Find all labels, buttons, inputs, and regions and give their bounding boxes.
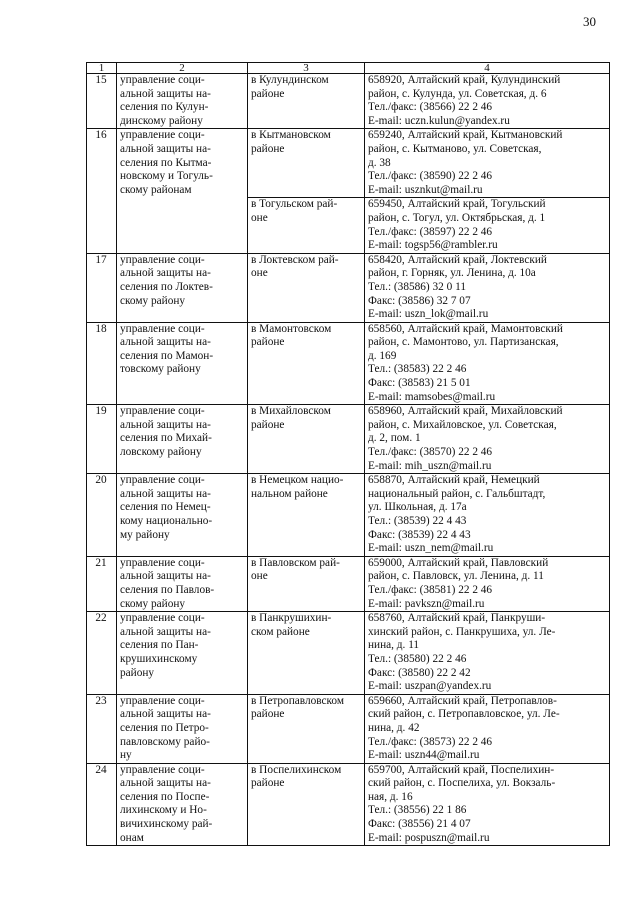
district-name: [248, 694, 365, 763]
contact-info-line: 659450, Алтайский край, Тогульский: [368, 198, 546, 211]
contact-info-line: E-mail: uszn44@mail.ru: [368, 749, 480, 762]
contact-info-line: Тел.: (38586) 32 0 11: [368, 280, 466, 293]
district-name: [248, 474, 365, 557]
contact-info: [365, 763, 610, 846]
organization-name-line: ловскому району: [120, 446, 202, 459]
organization-name: [117, 322, 248, 405]
contact-info-line: д. 2, пом. 1: [368, 432, 421, 445]
district-name-line: ском районе: [251, 625, 310, 638]
contact-info: [365, 198, 610, 253]
contact-info-line: район, с. Кулунда, ул. Советская, д. 6: [368, 87, 547, 100]
table-row: [87, 612, 610, 695]
contact-info-line: нина, д. 42: [368, 721, 420, 734]
organization-name: [117, 129, 248, 253]
district-name-line: в Немецком нацио-: [251, 474, 344, 487]
row-number: 23: [87, 694, 117, 763]
district-name-line: оне: [251, 211, 268, 224]
contact-info-line: Тел./факс: (38566) 22 2 46: [368, 101, 493, 114]
contact-info-line: E-mail: pavkszn@mail.ru: [368, 597, 485, 610]
organization-name-line: альной защиты на-: [120, 267, 211, 280]
contact-info-line: район, с. Кытманово, ул. Советская,: [368, 142, 542, 155]
contact-info-line: E-mail: togsp56@rambler.ru: [368, 239, 498, 252]
contact-info-line: район, с. Мамонтово, ул. Партизанская,: [368, 336, 559, 349]
contact-info-line: Тел.: (38539) 22 4 43: [368, 515, 467, 527]
row-number: 20: [87, 474, 117, 557]
organization-name-line: му району: [120, 528, 170, 541]
table-row: [87, 474, 610, 557]
row-number: 18: [87, 322, 117, 405]
contact-info-line: 659660, Алтайский край, Петропавлов-: [368, 694, 557, 707]
contact-info: [365, 405, 610, 474]
organization-name-line: скому району: [120, 597, 186, 610]
contact-info-line: E-mail: uszn_nem@mail.ru: [368, 542, 494, 555]
row-number: 24: [87, 763, 117, 846]
contact-info-line: ная, д. 16: [368, 790, 413, 803]
organization-name-line: лихинскому и Но-: [120, 804, 207, 817]
table-row: [87, 74, 610, 129]
header-row: [87, 63, 610, 74]
contact-info-line: нина, д. 11: [368, 639, 420, 652]
contact-info-line: ский район, с. Поспелиха, ул. Вокзаль-: [368, 777, 556, 790]
district-name-line: в Мамонтовском: [251, 322, 332, 335]
contact-info-line: Факс: (38586) 32 7 07: [368, 294, 471, 307]
contact-info: [365, 322, 610, 405]
organization-name: [117, 763, 248, 846]
district-name-line: оне: [251, 267, 268, 280]
organization-name-line: динскому району: [120, 114, 203, 127]
header-col-3: 3: [248, 63, 365, 74]
organization-name-line: кому национально-: [120, 515, 213, 527]
contact-info-line: 659240, Алтайский край, Кытмановский: [368, 129, 563, 142]
table-row: [87, 253, 610, 322]
district-name-line: в Кытмановском: [251, 129, 331, 142]
district-name-line: районе: [251, 708, 285, 721]
contact-info-line: Факс: (38580) 22 2 42: [368, 666, 471, 679]
organization-name-line: управление соци-: [120, 253, 205, 266]
organization-name-line: селения по Павлов-: [120, 583, 215, 596]
district-name-line: в Панкрушихин-: [251, 612, 332, 625]
page-number: 30: [583, 14, 596, 29]
row-number: 21: [87, 556, 117, 611]
table-row: [87, 763, 610, 846]
contact-info-line: ский район, с. Петропавловское, ул. Ле-: [368, 708, 560, 721]
contact-info-line: район, с. Павловск, ул. Ленина, д. 11: [368, 570, 544, 583]
organization-name-line: управление соци-: [120, 322, 205, 335]
district-name: [248, 74, 365, 129]
contact-info-line: Тел.: (38580) 22 2 46: [368, 652, 467, 665]
row-number: 19: [87, 405, 117, 474]
contact-info-line: Тел.: (38556) 22 1 86: [368, 804, 467, 817]
organization-name-line: павловскому райо-: [120, 735, 210, 748]
organization-name-line: району: [120, 666, 155, 679]
district-name-line: районе: [251, 777, 285, 790]
organization-name-line: управление соци-: [120, 694, 205, 707]
contact-info-line: Факс: (38556) 21 4 07: [368, 818, 471, 831]
organization-name: [117, 612, 248, 695]
organization-name-line: альной защиты на-: [120, 570, 211, 583]
header-col-2: 2: [117, 63, 248, 74]
organization-name-line: селения по Михай-: [120, 432, 212, 445]
organization-name-line: ну: [120, 749, 132, 762]
organization-name-line: альной защиты на-: [120, 87, 211, 100]
district-name: [248, 322, 365, 405]
district-name-line: в Михайловском: [251, 405, 331, 418]
organization-name: [117, 556, 248, 611]
organization-name-line: управление соци-: [120, 556, 205, 569]
offices-table: [86, 62, 610, 846]
organization-name-line: управление соци-: [120, 74, 205, 86]
contact-info: [365, 694, 610, 763]
district-name-line: районе: [251, 87, 285, 100]
district-name: [248, 405, 365, 474]
organization-name-line: управление соци-: [120, 129, 205, 142]
organization-name-line: альной защиты на-: [120, 142, 211, 155]
contact-info-line: район, г. Горняк, ул. Ленина, д. 10а: [368, 267, 536, 280]
contact-info-line: Тел.: (38583) 22 2 46: [368, 363, 467, 376]
contact-info-line: E-mail: usznkut@mail.ru: [368, 183, 483, 196]
contact-info-line: ул. Школьная, д. 17а: [368, 501, 467, 514]
row-number: 16: [87, 129, 117, 253]
contact-info-line: 658420, Алтайский край, Локтевский: [368, 253, 547, 266]
organization-name-line: селения по Кулун-: [120, 101, 209, 114]
contact-info-line: 658870, Алтайский край, Немецкий: [368, 474, 540, 487]
organization-name: [117, 405, 248, 474]
contact-info-line: E-mail: uszpan@yandex.ru: [368, 680, 492, 693]
organization-name-line: онам: [120, 831, 144, 844]
organization-name-line: альной защиты на-: [120, 418, 211, 431]
organization-name-line: альной защиты на-: [120, 336, 211, 349]
district-name-line: в Поспелихинском: [251, 763, 342, 776]
contact-info-line: Факс: (38583) 21 5 01: [368, 377, 471, 390]
contact-info-line: 659700, Алтайский край, Поспелихин-: [368, 763, 555, 776]
contact-info: [365, 556, 610, 611]
organization-name-line: селения по Петро-: [120, 721, 209, 734]
organization-name-line: скому районам: [120, 183, 192, 196]
contact-info-line: Тел./факс: (38573) 22 2 46: [368, 735, 493, 748]
organization-name-line: альной защиты на-: [120, 625, 211, 638]
table-row: [87, 556, 610, 611]
table-row: [87, 322, 610, 405]
contact-info: [365, 612, 610, 695]
contact-info-line: Тел./факс: (38590) 22 2 46: [368, 170, 493, 183]
row-number: 17: [87, 253, 117, 322]
contact-info-line: д. 38: [368, 156, 391, 169]
contact-info-line: 658560, Алтайский край, Мамонтовский: [368, 322, 563, 335]
district-name-line: районе: [251, 418, 285, 431]
contact-info-line: национальный район, с. Гальбштадт,: [368, 487, 546, 500]
organization-name-line: альной защиты на-: [120, 777, 211, 790]
contact-info-line: E-mail: mih_uszn@mail.ru: [368, 459, 492, 472]
contact-info-line: 658760, Алтайский край, Панкруши-: [368, 612, 546, 625]
organization-name-line: крушихинскому: [120, 652, 198, 665]
organization-name-line: селения по Пан-: [120, 639, 199, 652]
district-name: [248, 129, 365, 198]
organization-name-line: селения по Немец-: [120, 501, 211, 514]
row-number: 22: [87, 612, 117, 695]
district-name-line: в Павловском рай-: [251, 556, 340, 569]
contact-info: [365, 129, 610, 198]
district-name-line: в Тогульском рай-: [251, 198, 338, 211]
contact-info-line: 659000, Алтайский край, Павловский: [368, 556, 549, 569]
district-name: [248, 253, 365, 322]
organization-name-line: управление соци-: [120, 474, 205, 487]
contact-info-line: E-mail: mamsobes@mail.ru: [368, 390, 496, 403]
organization-name: [117, 474, 248, 557]
district-name-line: нальном районе: [251, 487, 328, 500]
header-col-1: 1: [87, 63, 117, 74]
district-name: [248, 612, 365, 695]
contact-info-line: Факс: (38539) 22 4 43: [368, 528, 471, 541]
contact-info-line: район, с. Тогул, ул. Октябрьская, д. 1: [368, 211, 546, 224]
contact-info-line: д. 169: [368, 349, 397, 362]
district-name: [248, 763, 365, 846]
contact-info: [365, 474, 610, 557]
organization-name-line: селения по Поспе-: [120, 790, 210, 803]
contact-info-line: хинский район, с. Панкрушиха, ул. Ле-: [368, 625, 556, 638]
organization-name-line: новскому и Тогуль-: [120, 170, 213, 183]
organization-name-line: управление соци-: [120, 763, 205, 776]
contact-info: [365, 253, 610, 322]
district-name-line: районе: [251, 336, 285, 349]
district-name-line: в Локтевском рай-: [251, 253, 339, 266]
contact-info-line: E-mail: uszn_lok@mail.ru: [368, 308, 489, 321]
organization-name: [117, 74, 248, 129]
organization-name-line: альной защиты на-: [120, 708, 211, 721]
row-number: 15: [87, 74, 117, 129]
contact-info-line: 658920, Алтайский край, Кулундинский: [368, 74, 561, 86]
contact-info-line: Тел./факс: (38597) 22 2 46: [368, 225, 493, 238]
contact-info-line: Тел./факс: (38581) 22 2 46: [368, 583, 493, 596]
table-body: [87, 63, 610, 846]
organization-name-line: альной защиты на-: [120, 487, 211, 500]
contact-info-line: E-mail: pospuszn@mail.ru: [368, 831, 490, 844]
district-name: [248, 556, 365, 611]
organization-name-line: селения по Кытма-: [120, 156, 212, 169]
table-row: [87, 694, 610, 763]
table-row: [87, 405, 610, 474]
contact-info-line: 658960, Алтайский край, Михайловский: [368, 405, 563, 418]
organization-name-line: товскому району: [120, 363, 201, 376]
contact-info-line: район, с. Михайловское, ул. Советская,: [368, 418, 557, 431]
district-name-line: в Кулундинском: [251, 74, 329, 86]
organization-name-line: вичихинскому рай-: [120, 818, 213, 831]
district-name-line: в Петропавловском: [251, 694, 345, 707]
contact-info: [365, 74, 610, 129]
district-name-line: оне: [251, 570, 268, 583]
organization-name: [117, 253, 248, 322]
organization-name: [117, 694, 248, 763]
district-name-line: районе: [251, 142, 285, 155]
header-col-4: 4: [365, 63, 610, 74]
organization-name-line: управление соци-: [120, 612, 205, 625]
organization-name-line: управление соци-: [120, 405, 205, 418]
contact-info-line: Тел./факс: (38570) 22 2 46: [368, 446, 493, 459]
table-row: [87, 129, 610, 198]
contact-info-line: E-mail: uczn.kulun@yandex.ru: [368, 114, 510, 127]
district-name: [248, 198, 365, 253]
organization-name-line: селения по Локтев-: [120, 280, 213, 293]
organization-name-line: скому району: [120, 294, 186, 307]
organization-name-line: селения по Мамон-: [120, 349, 214, 362]
